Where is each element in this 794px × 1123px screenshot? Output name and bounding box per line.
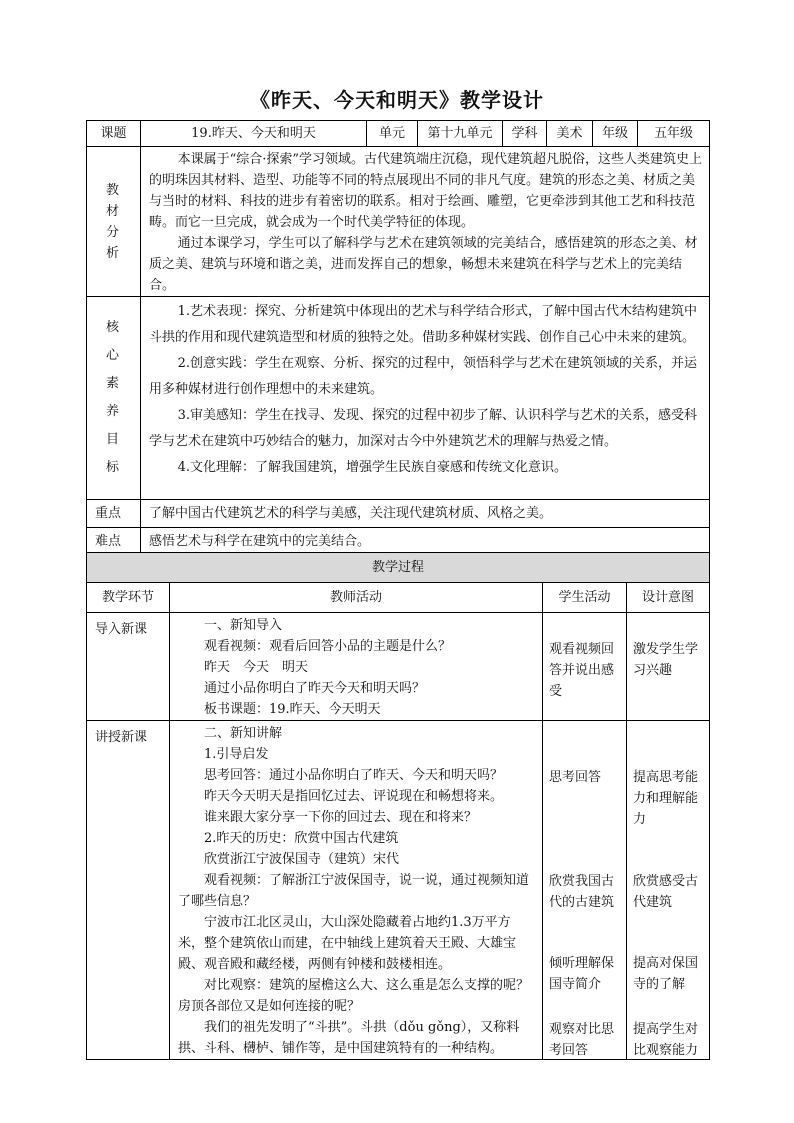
col-student: 学生活动 [543, 583, 627, 613]
goal-2: 2.创意实践：学生在观察、分析、探究的过程中，领悟科学与艺术在建筑领域的关系，并运用多种媒材进行创作理想中的未来建筑。 [149, 356, 697, 397]
grade-label: 年级 [593, 121, 638, 147]
key-point-value: 了解中国古代建筑艺术的科学与美感，关注现代建筑材质、风格之美。 [141, 500, 710, 528]
teach-student-1: 思考回答 [549, 770, 602, 785]
intro-line-2: 观看视频：观看后回答小品的主题是什么？ [204, 639, 452, 654]
page-title: 《昨天、今天和明天》教学设计 [250, 88, 544, 112]
teach-line-8: 观看视频：了解浙江宁波保国寺，说一说，通过视频知道了哪些信息？ [178, 873, 530, 909]
teach-intent-3: 提高对保国寺的了解 [633, 956, 699, 992]
intro-line-4: 通过小品你明白了昨天今天和明天吗？ [204, 681, 426, 696]
teach-line-3: 思考回答：通过小品你明白了昨天、今天和明天吗？ [204, 768, 504, 783]
difficulty-label: 难点 [87, 528, 141, 556]
teach-intent-2: 欣赏感受古代建筑 [633, 874, 699, 910]
teaching-process-table [86, 552, 710, 1060]
key-point-label: 重点 [87, 500, 141, 528]
intro-line-1: 一、新知导入 [204, 618, 283, 633]
teach-student-2: 欣赏我国古代的古建筑 [549, 874, 615, 910]
unit-value: 第十九单元 [418, 121, 503, 147]
intro-line-5: 板书课题：19.昨天、今天明天 [204, 702, 381, 717]
lesson-info-table [86, 120, 710, 556]
teach-line-11: 我们的祖先发明了“斗拱”。斗拱（dǒu gǒng），又称料拱、斗科、欂栌、铺作等，是中国建筑特有的一种结构。 [178, 1020, 520, 1056]
intro-student: 观看视频回答并说出感受 [543, 613, 627, 721]
goals-label [87, 297, 141, 500]
process-header: 教学过程 [87, 553, 710, 583]
intro-teacher [170, 613, 543, 721]
teach-line-10: 对比观察：建筑的屋檐这么大、这么重是怎么支撑的呢？房顶各部位又是如何连接的呢？ [178, 978, 530, 1014]
teach-student-3: 倾听理解保国寺简介 [549, 956, 615, 992]
teach-line-6: 2.昨天的历史：欣赏中国古代建筑 [204, 831, 399, 846]
teach-line-7: 欣赏浙江宁波保国寺（建筑）宋代 [204, 852, 400, 867]
teach-stage: 讲授新课 [87, 721, 170, 1060]
teach-student-4: 观察对比思考回答 [549, 1022, 615, 1058]
grade-value: 五年级 [638, 121, 710, 147]
intro-line-3: 昨天 今天 明天 [204, 660, 309, 675]
teach-student [543, 721, 627, 1060]
teach-line-4: 昨天今天明天是指回忆过去、评说现在和畅想将来。 [204, 789, 504, 804]
teach-line-5: 谁来跟大家分享一下你的回过去、现在和将来？ [204, 810, 478, 825]
analysis-paragraph-2: 通过本课学习，学生可以了解科学与艺术在建筑领域的完美结合，感悟建筑的形态之美、材质之美、建筑与环境和谐之美，进而发挥自己的想象，畅想未来建筑在科学与艺术上的完美结合。 [149, 236, 698, 293]
goals-label-text: 核 心 素 养 目 标 [105, 320, 127, 475]
goal-4: 4.文化理解：了解我国建筑，增强学生民族自豪感和传统文化意识。 [177, 460, 567, 475]
col-stage: 教学环节 [87, 583, 170, 613]
teach-teacher [170, 721, 543, 1060]
intro-stage: 导入新课 [87, 613, 170, 721]
lesson-value: 19.昨天、今天和明天 [141, 121, 367, 147]
analysis-paragraph-1: 本课属于“综合·探索”学习领域。古代建筑端庄沉稳，现代建筑超凡脱俗，这些人类建筑史上的明珠因其材料、造型、功能等不同的特点展现出不同的非凡气度。建筑的形态之美、材质之美与当时的材料、科技的进步有着密切的联系。相对于绘画、雕塑，它更牵涉到其他工艺和科技范畴。而它一旦完成，就会成为一个时代美学特征的体现。 [149, 152, 703, 230]
teach-intent [627, 721, 710, 1060]
teach-line-1: 二、新知讲解 [204, 726, 283, 741]
difficulty-value: 感悟艺术与科学在建筑中的完美结合。 [141, 528, 710, 556]
teach-intent-4: 提高学生对比观察能力 [633, 1022, 699, 1058]
lesson-label: 课题 [87, 121, 141, 147]
analysis-label-text: 教 材 分 析 [105, 182, 127, 261]
teach-line-2: 1.引导启发 [204, 747, 269, 762]
col-intent: 设计意图 [627, 583, 710, 613]
subject-value: 美术 [547, 121, 593, 147]
goal-1: 1.艺术表现：探究、分析建筑中体现出的艺术与科学结合形式，了解中国古代木结构建筑中斗拱的作用和现代建筑造型和材质的独特之处。借助多种媒材实践、创作自己心中未来的建筑。 [149, 304, 697, 345]
teach-intent-1: 提高思考能力和理解能力 [633, 770, 699, 827]
teach-line-9: 宁波市江北区灵山，大山深处隐藏着占地约1.3万平方米，整个建筑依山而建，在中轴线上建筑着天王殿、大雄宝殿、观音殿和藏经楼，两侧有钟楼和鼓楼相连。 [178, 915, 517, 972]
analysis-label [87, 147, 141, 297]
goal-3: 3.审美感知：学生在找寻、发现、探究的过程中初步了解、认识科学与艺术的关系，感受科学与艺术在建筑中巧妙结合的魅力，加深对古今中外建筑艺术的理解与热爱之情。 [149, 408, 697, 449]
col-teacher: 教师活动 [170, 583, 543, 613]
intro-intent: 激发学生学习兴趣 [627, 613, 710, 721]
unit-label: 单元 [367, 121, 418, 147]
subject-label: 学科 [503, 121, 547, 147]
